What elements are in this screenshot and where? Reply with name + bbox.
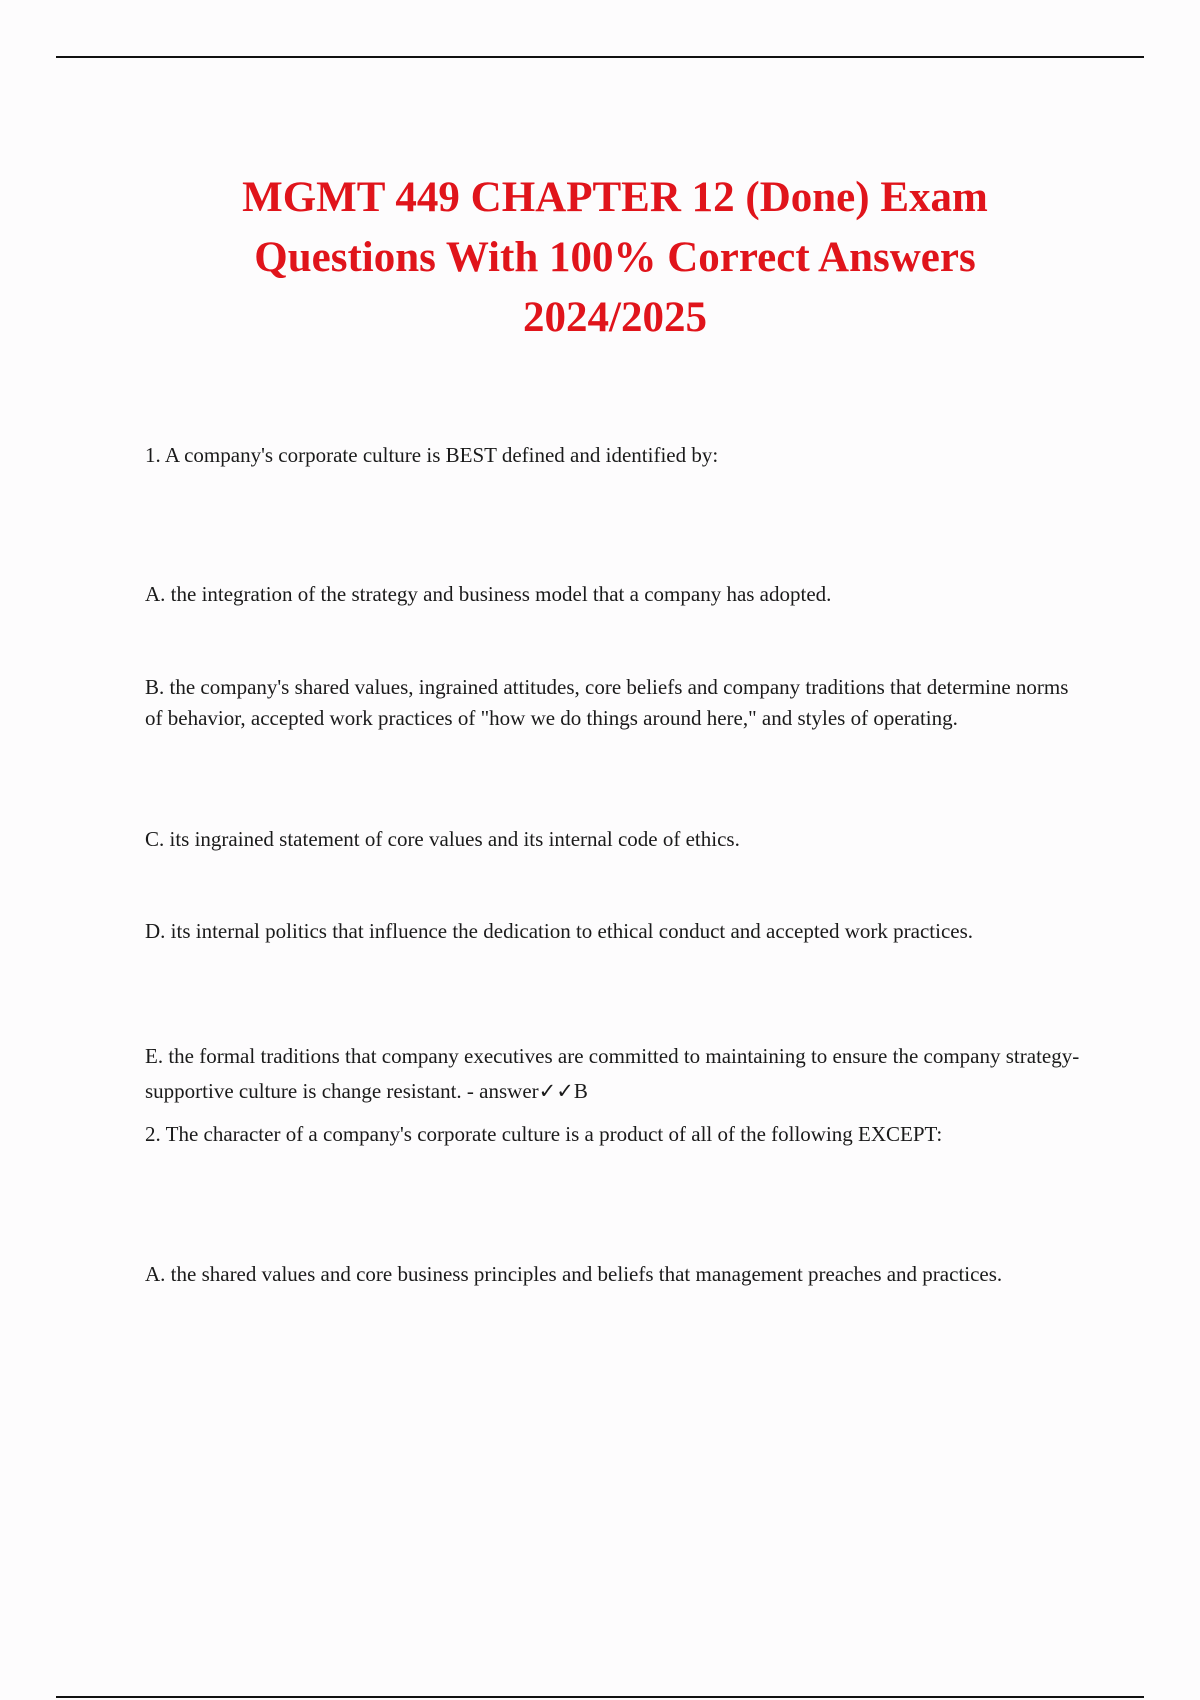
- title-line-3: 2024/2025: [523, 294, 707, 341]
- top-rule: [56, 56, 1144, 58]
- question-1-option-c: C. its ingrained statement of core values and its internal code of ethics.: [145, 827, 740, 851]
- question-1-option-e-with-answer: E. the formal traditions that company executives are committed to maintaining to ensure the company strategy-supportive culture is change resistant. - answer✓✓B: [145, 1044, 1080, 1103]
- document-title: [120, 168, 1110, 348]
- title-line-1: MGMT 449 CHAPTER 12 (Done) Exam: [242, 174, 988, 221]
- title-line-2: Questions With 100% Correct Answers: [254, 234, 976, 281]
- question-1-option-d: D. its internal politics that influence the dedication to ethical conduct and accepted work practices.: [145, 919, 974, 943]
- question-1-stem: 1. A company's corporate culture is BEST defined and identified by:: [145, 443, 719, 467]
- question-1-option-a: A. the integration of the strategy and business model that a company has adopted.: [145, 582, 832, 606]
- question-2-stem: 2. The character of a company's corporate culture is a product of all of the following EXCEPT:: [145, 1122, 943, 1146]
- question-1-option-b: B. the company's shared values, ingrained attitudes, core beliefs and company traditions that determine norms of behavior, accepted work practices of "how we do things around here," and styles of operating.: [145, 675, 1069, 730]
- bottom-rule: [56, 1696, 1144, 1698]
- question-2-option-a: A. the shared values and core business principles and beliefs that management preaches and practices.: [145, 1262, 1003, 1286]
